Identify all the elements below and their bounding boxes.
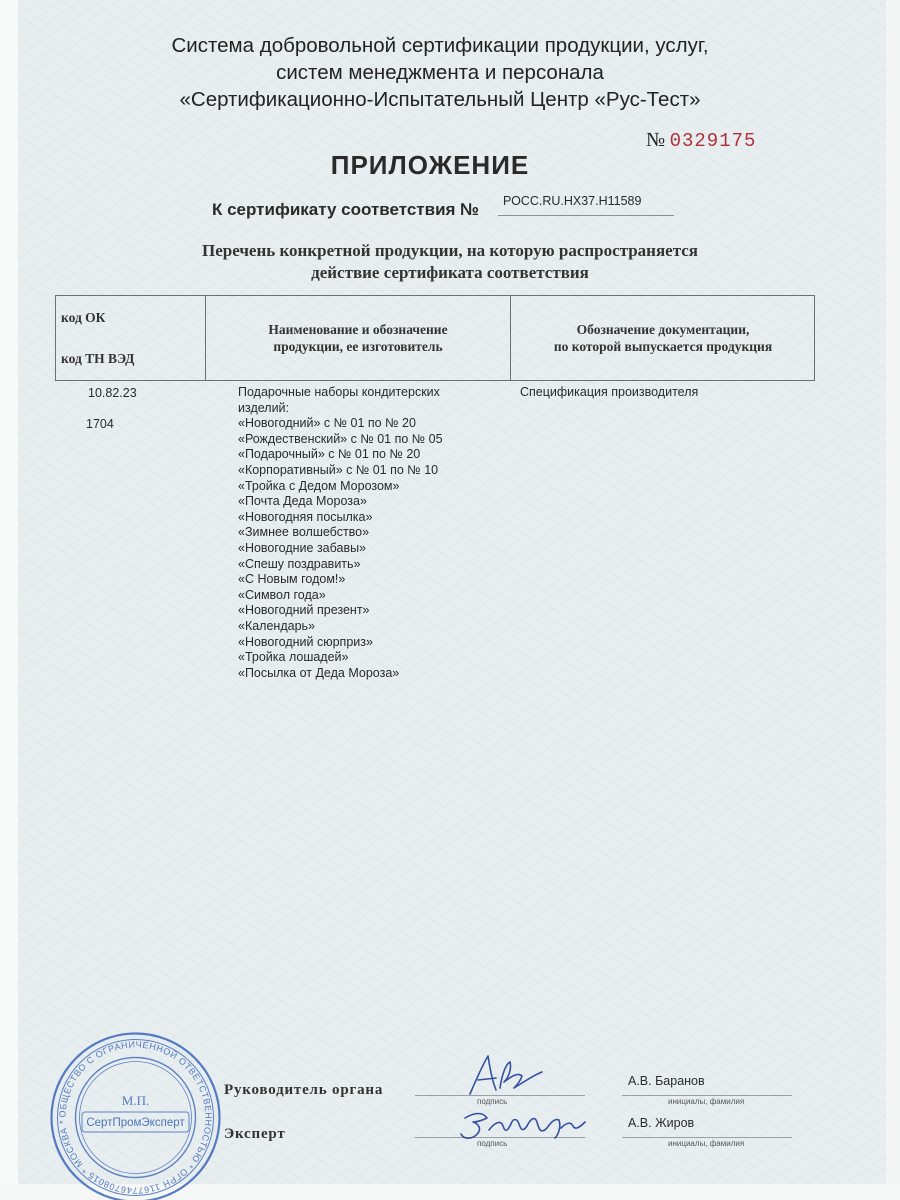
- column-header-ok-code: код ОК: [61, 310, 106, 325]
- head-name: А.В. Баранов: [628, 1074, 705, 1088]
- page-margin-right: [886, 0, 900, 1200]
- form-number: [646, 129, 756, 152]
- product-list-item: «С Новым годом!»: [238, 572, 346, 587]
- product-list-item: «Посылка от Деда Мороза»: [238, 665, 400, 680]
- documentation-value: Спецификация производителя: [520, 385, 699, 399]
- page-margin-left: [0, 0, 18, 1200]
- org-line-2: систем менеджмента и персонала: [276, 61, 604, 84]
- product-list-item: изделий:: [238, 400, 290, 415]
- product-list-item: «Рождественский» с № 01 по № 05: [238, 431, 443, 446]
- tn-ved-code-value: 1704: [86, 417, 114, 431]
- org-line-3: «Сертификационно-Испытательный Центр «Рус-Тест»: [179, 88, 701, 111]
- expert-label: Эксперт: [224, 1126, 286, 1142]
- head-of-body-label: Руководитель органа: [224, 1082, 384, 1098]
- product-list-item: «Календарь»: [238, 618, 315, 633]
- product-list-item: «Корпоративный» с № 01 по № 10: [238, 462, 439, 477]
- stamp-mp-label: М.П.: [121, 1093, 150, 1108]
- organization-stamp: [48, 1030, 223, 1200]
- column-header-product-name-line-2: продукции, ее изготовитель: [273, 339, 443, 354]
- product-list-item: «Подарочный» с № 01 по № 20: [238, 447, 421, 462]
- column-header-documentation-line-2: по которой выпускается продукция: [553, 339, 773, 354]
- product-list: [238, 385, 518, 681]
- signature-caption: подпись: [477, 1097, 508, 1106]
- ok-code-value: 10.82.23: [88, 386, 137, 400]
- product-list-item: «Символ года»: [238, 587, 326, 602]
- signature-caption: подпись: [477, 1139, 508, 1148]
- certificate-number-underline: [498, 215, 674, 216]
- product-list-item: Подарочные наборы кондитерских: [238, 385, 440, 399]
- certificate-reference-label: К сертификату соответствия №: [212, 200, 480, 219]
- name-line: [622, 1137, 792, 1138]
- product-list-item: «Новогодние забавы»: [238, 540, 367, 555]
- name-caption: инициалы, фамилия: [668, 1139, 745, 1148]
- product-list-item: «Тройка лошадей»: [238, 650, 349, 665]
- column-header-documentation: [511, 321, 815, 355]
- expert-name: А.В. Жиров: [628, 1116, 695, 1130]
- certificate-reference-number: РОСС.RU.НХ37.Н11589: [503, 194, 642, 208]
- certification-system-header: [40, 32, 840, 113]
- product-list-item: «Тройка с Дедом Морозом»: [238, 478, 400, 493]
- column-header-product-name: [206, 321, 510, 355]
- product-list-item: «Новогодний презент»: [238, 603, 370, 618]
- subtitle-line-1: Перечень конкретной продукции, на которую распространяется: [201, 241, 699, 260]
- product-list-item: «Почта Деда Мороза»: [238, 494, 367, 509]
- stamp-center-text: СертПромЭксперт: [86, 1117, 185, 1129]
- product-list-item: «Зимнее волшебство»: [238, 525, 370, 540]
- form-number-prefix: №: [646, 129, 666, 151]
- product-list-item: «Спешу поздравить»: [238, 556, 361, 571]
- head-signature: [462, 1050, 562, 1100]
- product-list-item: «Новогодний сюрприз»: [238, 634, 373, 649]
- page-title: ПРИЛОЖЕНИЕ: [330, 150, 530, 180]
- product-list-item: «Новогодняя посылка»: [238, 509, 373, 524]
- form-number-value: 0329175: [669, 130, 757, 152]
- name-caption: инициалы, фамилия: [668, 1097, 745, 1106]
- name-line: [622, 1095, 792, 1096]
- table-header: [55, 295, 815, 381]
- org-line-1: Система добровольной сертификации продукции, услуг,: [171, 34, 709, 57]
- product-list-item: «Новогодний» с № 01 по № 20: [238, 416, 416, 431]
- column-header-tn-ved-code: код ТН ВЭД: [61, 351, 135, 366]
- list-subtitle: [80, 240, 820, 284]
- stamp-ring-text: ОБЩЕСТВО С ОГРАНИЧЕННОЙ ОТВЕТСТВЕННОСТЬЮ * ОГРН 1167746708015 * МОСКВА *: [57, 1039, 214, 1196]
- expert-signature: [455, 1100, 595, 1148]
- column-header-documentation-line-1: Обозначение документации,: [576, 322, 750, 337]
- subtitle-line-2: действие сертификата соответствия: [311, 263, 589, 282]
- column-header-product-name-line-1: Наименование и обозначение: [268, 322, 448, 337]
